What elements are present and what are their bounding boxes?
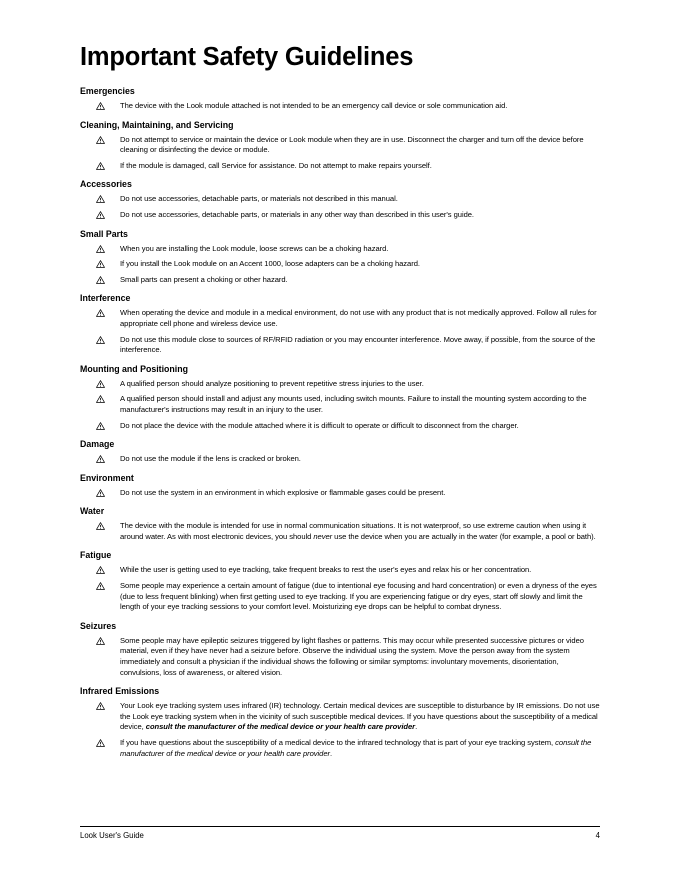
warning-text	[120, 636, 600, 678]
warning-text	[120, 275, 288, 286]
page-title: Important Safety Guidelines	[80, 43, 414, 71]
warning-item	[80, 636, 600, 678]
warning-item	[80, 210, 600, 221]
warning-text	[120, 394, 600, 415]
warning-text-run: A qualified person should analyze positioning to prevent repetitive stress injuries to the user.	[120, 378, 424, 388]
warning-triangle-icon	[80, 335, 120, 344]
section-heading: Cleaning, Maintaining, and Servicing	[80, 119, 234, 130]
warning-item	[80, 308, 600, 329]
warning-text-run: Small parts can present a choking or other hazard.	[120, 274, 288, 284]
warning-triangle-icon	[80, 161, 120, 170]
warning-item	[80, 581, 600, 613]
warning-text	[120, 488, 445, 499]
warning-text-run: Do not use this module close to sources of RF/RFID radiation or you may encounter interference. Move away, if possible, from the source of the interference.	[120, 334, 596, 355]
warning-text	[120, 701, 600, 733]
warning-triangle-icon	[80, 244, 120, 253]
warning-text-run: The device with the Look module attached is not intended to be an emergency call device or sole communication aid.	[120, 101, 508, 110]
warning-text-run: Do not use accessories, detachable parts, or materials in any other way than described in this user's guide.	[120, 209, 474, 219]
warning-text-run: If you install the Look module on an Accent 1000, loose adapters can be a choking hazard.	[120, 259, 420, 269]
warning-text	[120, 135, 600, 156]
warning-text	[120, 454, 301, 465]
page-footer	[80, 826, 600, 840]
safety-sections	[80, 86, 600, 759]
warning-text-run: .	[330, 748, 333, 758]
section-heading: Damage	[80, 439, 115, 450]
warning-text-run: If you have questions about the susceptibility of a medical device to the infrared technology that is part of your eye tracking system,	[120, 738, 556, 747]
warning-item	[80, 421, 600, 432]
warning-text	[120, 521, 600, 542]
warning-item	[80, 738, 600, 759]
warning-item	[80, 454, 600, 465]
warning-text	[120, 259, 420, 270]
warning-item	[80, 275, 600, 286]
warning-text-run: If the module is damaged, call Service for assistance. Do not attempt to make repairs yourself.	[120, 160, 432, 170]
section	[80, 120, 600, 172]
section	[80, 621, 600, 678]
section	[80, 293, 600, 355]
section	[80, 506, 600, 542]
warning-text-run: consult the manufacturer of the medical device or your health care provider	[120, 738, 592, 758]
warning-item	[80, 135, 600, 156]
warning-triangle-icon	[80, 135, 120, 144]
warning-text-run: Some people may have epileptic seizures triggered by light flashes or patterns. This may occur while presented successive pictures or video material, even if they have never had a seizure before. Observe the individual using the system. Move the person away from the system immediately and consult a physician if the individual shows the following or similar symptoms: involuntary movements, disorientation, convulsions, loss of awareness, or altered vision.	[120, 635, 584, 677]
section-heading: Accessories	[80, 179, 132, 190]
warning-triangle-icon	[80, 521, 120, 530]
warning-text-run: The device with the module is intended for use in normal communication situations. It is not waterproof, so use extreme caution when using it around water. As with most electronic devices, you should	[120, 521, 587, 541]
warning-text-run: .	[415, 722, 418, 732]
warning-text	[120, 421, 519, 432]
warning-item	[80, 335, 600, 356]
warning-triangle-icon	[80, 394, 120, 403]
warning-triangle-icon	[80, 101, 120, 110]
warning-text-run: consult the manufacturer of the medical device or your health care provider	[145, 722, 416, 732]
warning-triangle-icon	[80, 275, 120, 284]
warning-text	[120, 194, 398, 205]
warning-triangle-icon	[80, 581, 120, 590]
footer-guide-name: Look User's Guide	[80, 831, 144, 840]
section-heading: Seizures	[80, 620, 117, 631]
warning-text	[120, 581, 600, 613]
warning-triangle-icon	[80, 308, 120, 317]
warning-text	[120, 161, 432, 172]
warning-text	[120, 244, 388, 255]
warning-text-run: Do not attempt to service or maintain the device or Look module when they are in use. Disconnect the charger and turn off the device before cleaning or disinfecting the device or module.	[120, 134, 584, 155]
section-heading: Water	[80, 506, 105, 517]
section	[80, 86, 600, 112]
warning-triangle-icon	[80, 421, 120, 430]
warning-triangle-icon	[80, 259, 120, 268]
warning-triangle-icon	[80, 701, 120, 710]
section	[80, 686, 600, 759]
section	[80, 550, 600, 612]
section-heading: Mounting and Positioning	[80, 363, 188, 374]
document-page	[80, 42, 600, 764]
warning-text	[120, 335, 600, 356]
section	[80, 439, 600, 465]
warning-text-run: When you are installing the Look module, loose screws can be a choking hazard.	[120, 243, 389, 253]
warning-triangle-icon	[80, 194, 120, 203]
warning-text-run: Do not use the module if the lens is cracked or broken.	[120, 454, 301, 464]
section	[80, 179, 600, 220]
section	[80, 229, 600, 286]
warning-text	[120, 308, 600, 329]
warning-text-run: Some people may experience a certain amount of fatigue (due to intentional eye focusing and hard concentration) or even a dryness of the eyes (due to less frequent blinking) when first getting used to eye tracking. If you are experiencing fatigue or dry eyes, start off slowly and limit the length of your eye tracking sessions to your comfort level. Moisturizing eye drops can be helpful to combat dryness.	[120, 581, 597, 612]
warning-text-run: Do not place the device with the module attached where it is difficult to operate or difficult to disconnect from the charger.	[120, 420, 519, 430]
warning-text-run: Do not use the system in an environment in which explosive or flammable gases could be present.	[120, 487, 446, 497]
section-heading: Small Parts	[80, 228, 128, 239]
warning-text-run: Your Look eye tracking system uses infrared (IR) technology. Certain medical devices are susceptible to disturbance by IR emissions. Do not use the Look eye tracking system when in the vicinity of such susceptible medical devices. If you have questions about the susceptibility of a medical device,	[120, 701, 600, 732]
section	[80, 364, 600, 431]
warning-triangle-icon	[80, 454, 120, 463]
section-heading: Environment	[80, 472, 134, 483]
warning-text	[120, 101, 507, 112]
warning-item	[80, 194, 600, 205]
warning-item	[80, 521, 600, 542]
section-heading: Fatigue	[80, 550, 112, 561]
warning-item	[80, 701, 600, 733]
warning-text	[120, 379, 424, 390]
warning-item	[80, 259, 600, 270]
warning-triangle-icon	[80, 210, 120, 219]
warning-text	[120, 565, 531, 576]
warning-text-run: never	[313, 531, 333, 541]
section-heading: Interference	[80, 293, 131, 304]
section	[80, 473, 600, 499]
warning-item	[80, 244, 600, 255]
warning-triangle-icon	[80, 488, 120, 497]
warning-text-run: While the user is getting used to eye tracking, take frequent breaks to rest the user's eyes and relax his or her concentration.	[120, 565, 532, 575]
warning-text-run: Do not use accessories, detachable parts, or materials not described in this manual.	[120, 194, 398, 204]
warning-text-run: A qualified person should install and adjust any mounts used, including switch mounts. Failure to install the mounting system according to the manufacturer's instructions may result in an injury to the user.	[120, 394, 587, 414]
warning-text-run: When operating the device and module in a medical environment, do not use with any product that is not medically approved. Follow all rules for appropriate cell phone and wireless device use.	[120, 308, 597, 328]
warning-item	[80, 379, 600, 390]
warning-triangle-icon	[80, 738, 120, 747]
warning-triangle-icon	[80, 379, 120, 388]
warning-text-run: use the device when you are actually in the water (for example, a pool or bath).	[332, 531, 596, 541]
footer-page-number: 4	[595, 831, 600, 840]
section-heading: Infrared Emissions	[80, 686, 160, 697]
warning-item	[80, 565, 600, 576]
warning-text	[120, 738, 600, 759]
warning-triangle-icon	[80, 565, 120, 574]
warning-item	[80, 161, 600, 172]
section-heading: Emergencies	[80, 86, 135, 96]
warning-item	[80, 488, 600, 499]
warning-text	[120, 210, 474, 221]
warning-item	[80, 394, 600, 415]
warning-item	[80, 101, 600, 112]
warning-triangle-icon	[80, 636, 120, 645]
